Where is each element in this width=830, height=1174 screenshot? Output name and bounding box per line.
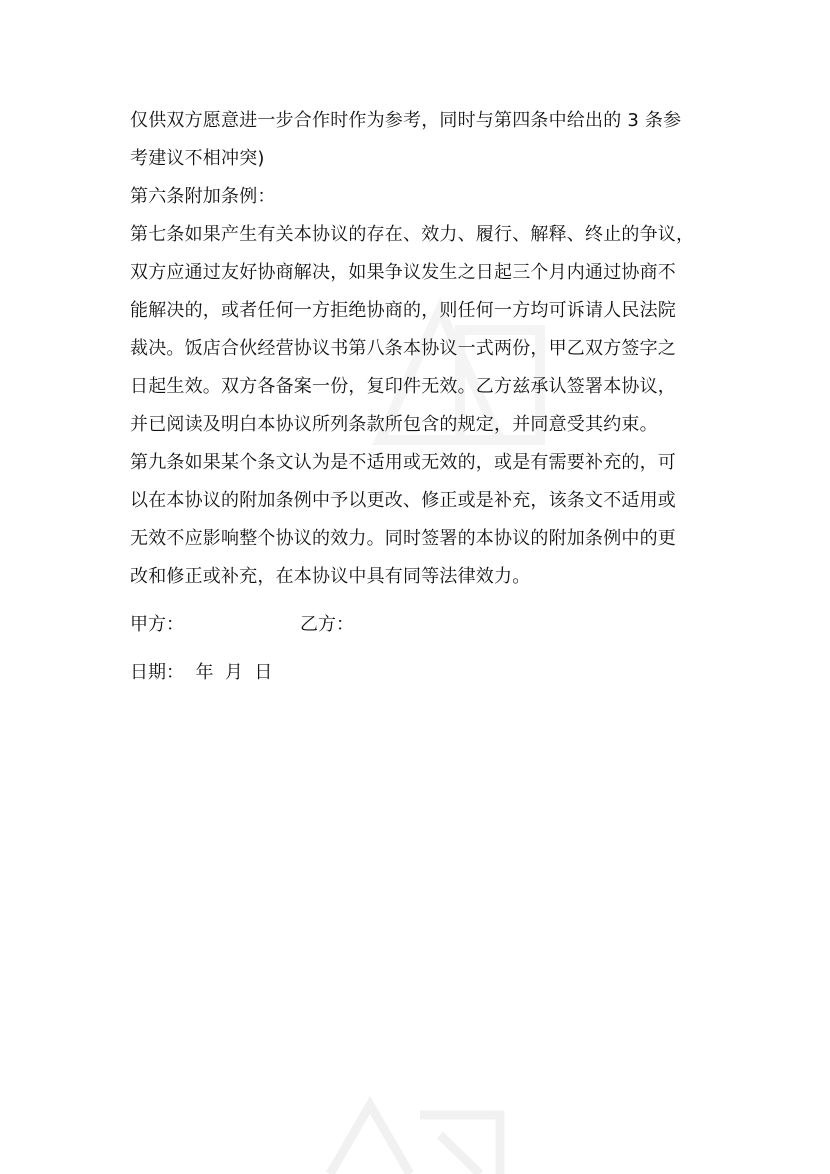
body-text bbox=[130, 102, 710, 596]
signature-row bbox=[130, 606, 710, 644]
watermark-bottom-icon bbox=[300, 1085, 540, 1174]
text-line: 能解决的，或者任何一方拒绝协商的，则任何一方均可诉请人民法院 bbox=[130, 300, 676, 321]
text-line: 第六条附加条例： bbox=[130, 186, 276, 207]
text-line: 改和修正或补充，在本协议中具有同等法律效力。 bbox=[130, 566, 531, 587]
text-line: 考建议不相冲突) bbox=[130, 148, 265, 169]
party-a-label: 甲方： bbox=[130, 614, 184, 635]
text-line: 仅供双方愿意进一步合作时作为参考，同时与第四条中给出的 3 条参 bbox=[130, 110, 682, 131]
text-line: 裁决。饭店合伙经营协议书第八条本协议一式两份，甲乙双方签字之 bbox=[130, 338, 676, 359]
text-line: 并已阅读及明白本协议所列条款所包含的规定，并同意受其约束。 bbox=[130, 414, 658, 435]
text-line: 以在本协议的附加条例中予以更改、修正或是补充，该条文不适用或 bbox=[130, 490, 676, 511]
text-line: 无效不应影响整个协议的效力。同时签署的本协议的附加条例中的更 bbox=[130, 528, 676, 549]
party-b-label: 乙方： bbox=[300, 614, 354, 635]
document-body bbox=[130, 102, 710, 692]
date-line: 日期： 年 月 日 bbox=[130, 662, 273, 683]
text-line: 日起生效。双方各备案一份，复印件无效。乙方兹承认签署本协议， bbox=[130, 376, 676, 397]
text-line: 第七条如果产生有关本协议的存在、效力、履行、解释、终止的争议， bbox=[130, 224, 695, 245]
text-line: 双方应通过友好协商解决，如果争议发生之日起三个月内通过协商不 bbox=[130, 262, 676, 283]
text-line: 第九条如果某个条文认为是不适用或无效的，或是有需要补充的，可 bbox=[130, 452, 676, 473]
